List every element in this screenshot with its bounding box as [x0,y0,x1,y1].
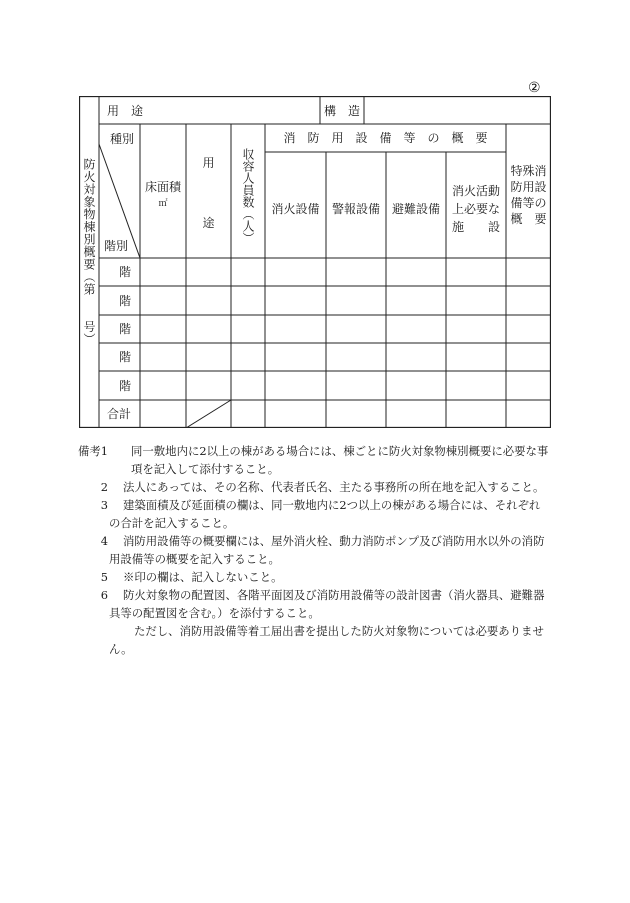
firefighting-facility-line2: 上必要な [451,202,500,216]
firefighting-facility-line1: 消火活動 [451,184,500,198]
note-item [78,442,556,478]
note-text: 同一敷地内に2以上の棟がある場合には、棟ごとに防火対象物棟別概要に必要な事 [131,444,549,458]
fire-extinguishing-header: 消火設備 [271,202,320,216]
special-equipment-line2: 防用設 [510,180,547,194]
proviso-text-cont: ん。 [109,642,133,656]
floor-row-label: 階 [119,379,132,393]
note-number: 1 [100,444,109,458]
note-item [78,568,556,586]
special-equipment-line4: 概 要 [510,212,547,226]
note-text: 消防用設備等の概要欄には、屋外消火栓、動力消防ポンプ及び消防用水以外の消防 [123,534,545,548]
firefighting-facility-line3: 施 設 [451,220,500,234]
page-number: ② [528,80,541,96]
proviso-text: ただし、消防用設備等着工届出書を提出した防火対象物については必要ありませ [134,624,544,638]
evacuation-equipment-header: 避難設備 [391,202,440,216]
note-text: 法人にあっては、その名称、代表者氏名、主たる事務所の所在地を記入すること。 [123,480,545,494]
equipment-overview-header: 消 防 用 設 備 等 の 概 要 [283,131,488,145]
form-vertical-title: 防火対象物棟別概要（第 号） [82,158,96,346]
note-number: 4 [100,534,108,548]
note-number: 3 [100,498,108,512]
note-text-cont: 具等の配置図を含む。）を添付すること。 [109,606,320,620]
note-number: 5 [100,570,108,584]
form-grid [79,96,551,428]
floor-row-label: 階 [119,350,132,364]
alarm-equipment-header: 警報設備 [331,202,380,216]
floor-row-label: 階 [119,294,132,308]
notes-section [78,442,556,658]
note-text-cont: 項を記入して添付すること。 [131,462,280,476]
notes-title: 備考 [78,444,101,458]
use-column-header-bottom: 途 [202,216,215,230]
note-text: 建築面積及び延面積の欄は、同一敷地内に2つ以上の棟がある場合には、それぞれ [123,498,541,512]
note-text-cont: の合計を記入すること。 [109,516,235,530]
floor-area-unit: ㎡ [158,199,168,209]
building-summary-form [79,96,551,428]
note-item [78,532,556,568]
proviso [78,622,556,658]
note-item [78,478,556,496]
note-text: ※印の欄は、記入しないこと。 [123,570,283,584]
structure-label: 構 造 [323,104,360,118]
floor-area-header: 床面積 [144,180,181,194]
floor-row-label: 階 [119,322,132,336]
special-equipment-line3: 備等の [510,196,547,210]
type-label: 種別 [110,132,135,146]
total-row-label: 合計 [107,407,132,421]
capacity-header: 収容人員数（人） [241,148,255,244]
special-equipment-line1: 特殊消 [510,164,547,178]
note-text-cont: 用設備等の概要を記入すること。 [109,552,280,566]
use-label: 用 途 [107,104,144,118]
note-text: 防火対象物の配置図、各階平面図及び消防用設備等の設計図書（消火器具、避難器 [123,588,545,602]
note-number: 2 [100,480,108,494]
note-item [78,496,556,532]
note-number: 6 [100,588,108,602]
floor-row-label: 階 [119,265,132,279]
floor-label: 階別 [104,239,129,253]
note-item [78,586,556,622]
use-column-header-top: 用 [202,156,215,170]
